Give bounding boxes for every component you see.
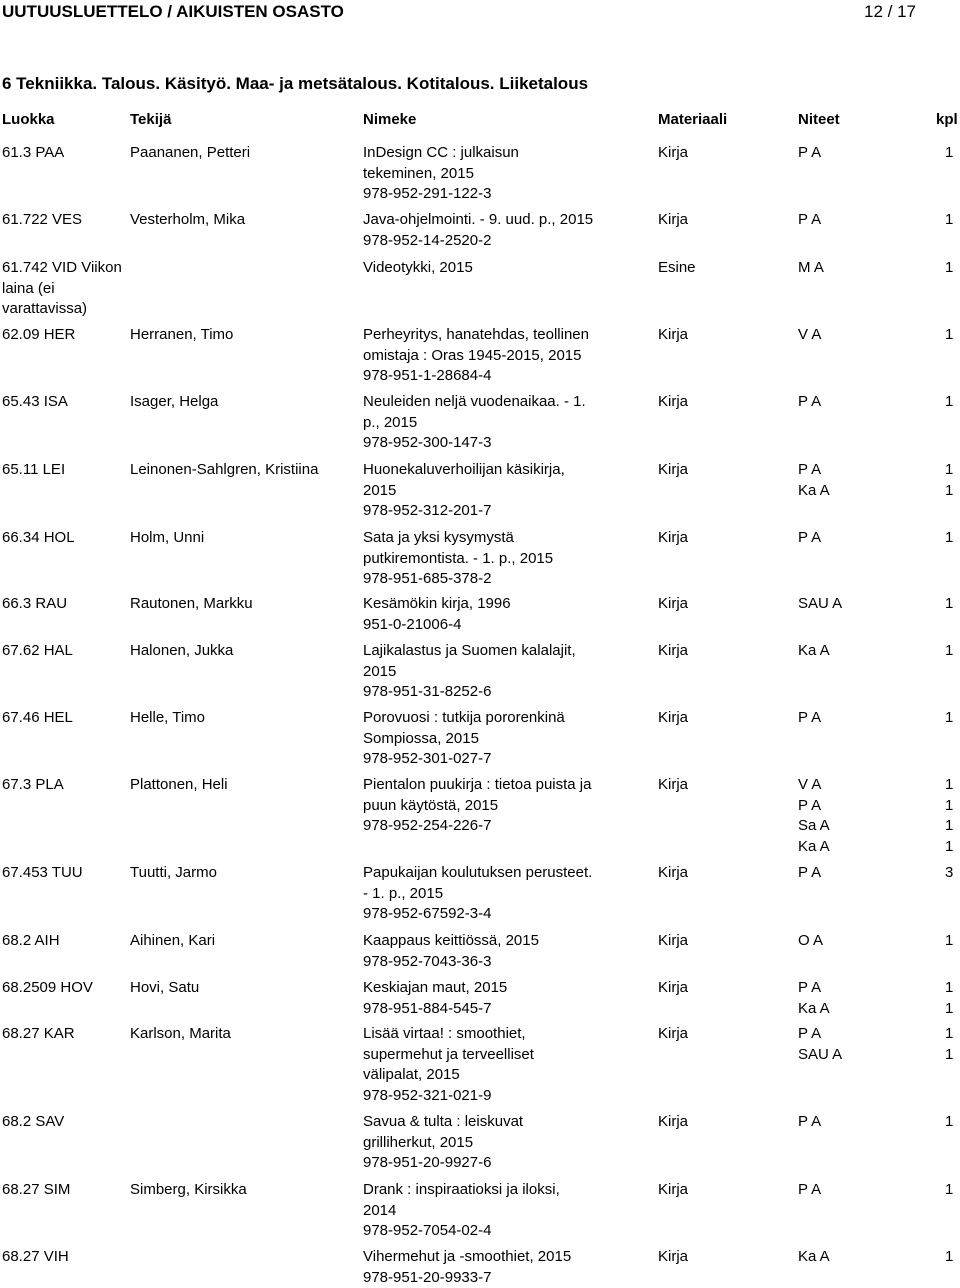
count-block	[945, 258, 960, 279]
title-line: - 1. p., 2015	[363, 884, 635, 905]
title-block	[363, 210, 635, 251]
count-block	[945, 1247, 960, 1268]
author: Leinonen-Sahlgren, Kristiina	[130, 460, 355, 481]
title-line: 978-952-312-201-7	[363, 501, 635, 522]
copy-location: P A	[798, 460, 888, 481]
copies-block	[798, 1180, 888, 1201]
copy-count: 1	[945, 999, 960, 1020]
copy-location: P A	[798, 528, 888, 549]
author: Paananen, Petteri	[130, 143, 355, 164]
copies-block	[798, 708, 888, 729]
author: Hovi, Satu	[130, 978, 355, 999]
title-line: InDesign CC : julkaisun	[363, 143, 635, 164]
copy-count: 1	[945, 708, 960, 729]
title-line: supermehut ja terveelliset	[363, 1045, 635, 1066]
column-header-tekija: Tekijä	[130, 111, 171, 128]
material: Kirja	[658, 1180, 758, 1201]
copies-block	[798, 258, 888, 279]
title-line: Papukaijan koulutuksen perusteet.	[363, 863, 635, 884]
copy-count: 1	[945, 210, 960, 231]
copy-count: 1	[945, 931, 960, 952]
copies-block	[798, 1247, 888, 1268]
copy-count: 1	[945, 641, 960, 662]
title-line: Java-ohjelmointi. - 9. uud. p., 2015	[363, 210, 635, 231]
title-line: 951-0-21006-4	[363, 615, 635, 636]
count-block	[945, 528, 960, 549]
class-code: 68.2509 HOV	[2, 978, 122, 999]
title-line: Pientalon puukirja : tietoa puista ja	[363, 775, 635, 796]
copy-count: 1	[945, 143, 960, 164]
title-block	[363, 325, 635, 387]
author: Plattonen, Heli	[130, 775, 355, 796]
copy-location: P A	[798, 1180, 888, 1201]
class-code: 68.27 KAR	[2, 1024, 122, 1045]
copy-location: P A	[798, 210, 888, 231]
author: Aihinen, Kari	[130, 931, 355, 952]
section-title: 6 Tekniikka. Talous. Käsityö. Maa- ja metsätalous. Kotitalous. Liiketalous	[2, 74, 588, 94]
count-block	[945, 325, 960, 346]
class-code: 61.742 VID Viikon laina (ei varattavissa)	[2, 258, 122, 320]
title-line: p., 2015	[363, 413, 635, 434]
class-code: 68.27 SIM	[2, 1180, 122, 1201]
material: Kirja	[658, 1247, 758, 1268]
title-line: 978-951-31-8252-6	[363, 682, 635, 703]
copy-location: Ka A	[798, 481, 888, 502]
copies-block	[798, 1112, 888, 1133]
copy-count: 1	[945, 392, 960, 413]
title-line: 978-952-300-147-3	[363, 433, 635, 454]
title-line: Perheyritys, hanatehdas, teollinen	[363, 325, 635, 346]
title-line: Kesämökin kirja, 1996	[363, 594, 635, 615]
copy-location: P A	[798, 143, 888, 164]
author: Helle, Timo	[130, 708, 355, 729]
copy-count: 1	[945, 528, 960, 549]
copy-location: SAU A	[798, 1045, 888, 1066]
copy-location: SAU A	[798, 594, 888, 615]
title-line: Keskiajan maut, 2015	[363, 978, 635, 999]
material: Kirja	[658, 210, 758, 231]
title-line: Kaappaus keittiössä, 2015	[363, 931, 635, 952]
title-block	[363, 978, 635, 1019]
count-block	[945, 708, 960, 729]
material: Kirja	[658, 775, 758, 796]
material: Kirja	[658, 1024, 758, 1045]
copy-location: P A	[798, 978, 888, 999]
class-code: 65.43 ISA	[2, 392, 122, 413]
class-code: 67.453 TUU	[2, 863, 122, 884]
title-block	[363, 392, 635, 454]
copy-count: 1	[945, 481, 960, 502]
title-block	[363, 258, 635, 279]
title-line: Huonekaluverhoilijan käsikirja,	[363, 460, 635, 481]
count-block	[945, 392, 960, 413]
author: Isager, Helga	[130, 392, 355, 413]
title-line: 978-951-20-9927-6	[363, 1153, 635, 1174]
copy-count: 1	[945, 816, 960, 837]
copy-location: P A	[798, 796, 888, 817]
class-code: 67.62 HAL	[2, 641, 122, 662]
class-code: 66.34 HOL	[2, 528, 122, 549]
copy-location: Sa A	[798, 816, 888, 837]
copy-count: 1	[945, 1180, 960, 1201]
class-code: 62.09 HER	[2, 325, 122, 346]
title-line: 2015	[363, 481, 635, 502]
count-block	[945, 641, 960, 662]
title-line: 978-952-254-226-7	[363, 816, 635, 837]
title-block	[363, 1024, 635, 1106]
copies-block	[798, 931, 888, 952]
title-line: Sata ja yksi kysymystä	[363, 528, 635, 549]
title-line: 2015	[363, 662, 635, 683]
title-line: 978-952-7054-02-4	[363, 1221, 635, 1242]
title-line: välipalat, 2015	[363, 1065, 635, 1086]
title-block	[363, 775, 635, 837]
copy-location: V A	[798, 775, 888, 796]
count-block	[945, 594, 960, 615]
title-line: puun käytöstä, 2015	[363, 796, 635, 817]
author: Halonen, Jukka	[130, 641, 355, 662]
title-line: Lisää virtaa! : smoothiet,	[363, 1024, 635, 1045]
copies-block	[798, 1024, 888, 1065]
title-line: Lajikalastus ja Suomen kalalajit,	[363, 641, 635, 662]
title-line: 978-952-14-2520-2	[363, 231, 635, 252]
column-header-kpl: kpl	[936, 111, 958, 128]
copy-count: 1	[945, 258, 960, 279]
copy-location: P A	[798, 1024, 888, 1045]
copies-block	[798, 978, 888, 1019]
count-block	[945, 1112, 960, 1133]
title-line: Neuleiden neljä vuodenaikaa. - 1.	[363, 392, 635, 413]
class-code: 67.3 PLA	[2, 775, 122, 796]
copy-count: 1	[945, 775, 960, 796]
copy-location: Ka A	[798, 999, 888, 1020]
title-line: Videotykki, 2015	[363, 258, 635, 279]
material: Kirja	[658, 528, 758, 549]
author: Simberg, Kirsikka	[130, 1180, 355, 1201]
copy-location: Ka A	[798, 837, 888, 858]
count-block	[945, 460, 960, 501]
title-line: 978-951-884-545-7	[363, 999, 635, 1020]
title-line: Sompiossa, 2015	[363, 729, 635, 750]
column-header-luokka: Luokka	[2, 111, 55, 128]
material: Kirja	[658, 708, 758, 729]
class-code: 68.27 VIH	[2, 1247, 122, 1268]
copy-location: Ka A	[798, 1247, 888, 1268]
copy-count: 1	[945, 325, 960, 346]
title-line: 2014	[363, 1201, 635, 1222]
copy-location: O A	[798, 931, 888, 952]
copy-count: 1	[945, 594, 960, 615]
title-line: 978-952-291-122-3	[363, 184, 635, 205]
material: Kirja	[658, 143, 758, 164]
material: Kirja	[658, 392, 758, 413]
class-code: 65.11 LEI	[2, 460, 122, 481]
copy-location: P A	[798, 1112, 888, 1133]
title-block	[363, 143, 635, 205]
title-block	[363, 863, 635, 925]
title-line: tekeminen, 2015	[363, 164, 635, 185]
column-header-niteet: Niteet	[798, 111, 840, 128]
count-block	[945, 143, 960, 164]
material: Kirja	[658, 931, 758, 952]
copy-location: M A	[798, 258, 888, 279]
title-line: Vihermehut ja -smoothiet, 2015	[363, 1247, 635, 1268]
copy-count: 1	[945, 796, 960, 817]
copy-location: P A	[798, 392, 888, 413]
title-line: grilliherkut, 2015	[363, 1133, 635, 1154]
copies-block	[798, 528, 888, 549]
column-header-materiaali: Materiaali	[658, 111, 727, 128]
page-number: 12 / 17	[864, 2, 916, 22]
count-block	[945, 775, 960, 857]
copy-count: 1	[945, 1045, 960, 1066]
copy-count: 1	[945, 1112, 960, 1133]
title-block	[363, 460, 635, 522]
title-block	[363, 528, 635, 590]
copy-count: 1	[945, 1247, 960, 1268]
material: Kirja	[658, 978, 758, 999]
copy-count: 1	[945, 1024, 960, 1045]
copies-block	[798, 325, 888, 346]
copies-block	[798, 863, 888, 884]
class-code: 61.722 VES	[2, 210, 122, 231]
title-line: 978-952-301-027-7	[363, 749, 635, 770]
count-block	[945, 978, 960, 1019]
document-title: UUTUUSLUETTELO / AIKUISTEN OSASTO	[2, 2, 344, 22]
count-block	[945, 210, 960, 231]
title-block	[363, 1112, 635, 1174]
count-block	[945, 931, 960, 952]
title-line: omistaja : Oras 1945-2015, 2015	[363, 346, 635, 367]
copies-block	[798, 594, 888, 615]
class-code: 68.2 AIH	[2, 931, 122, 952]
class-code: 68.2 SAV	[2, 1112, 122, 1133]
title-line: 978-951-1-28684-4	[363, 366, 635, 387]
copy-count: 1	[945, 460, 960, 481]
count-block	[945, 1024, 960, 1065]
count-block	[945, 1180, 960, 1201]
copies-block	[798, 392, 888, 413]
title-line: 978-951-20-9933-7	[363, 1268, 635, 1288]
title-block	[363, 641, 635, 703]
material: Kirja	[658, 460, 758, 481]
copies-block	[798, 210, 888, 231]
title-line: putkiremontista. - 1. p., 2015	[363, 549, 635, 570]
title-line: Savua & tulta : leiskuvat	[363, 1112, 635, 1133]
copies-block	[798, 775, 888, 857]
material: Kirja	[658, 863, 758, 884]
material: Esine	[658, 258, 758, 279]
title-block	[363, 1247, 635, 1288]
material: Kirja	[658, 594, 758, 615]
class-code: 67.46 HEL	[2, 708, 122, 729]
author: Herranen, Timo	[130, 325, 355, 346]
title-line: Drank : inspiraatioksi ja iloksi,	[363, 1180, 635, 1201]
copies-block	[798, 143, 888, 164]
title-line: 978-951-685-378-2	[363, 569, 635, 590]
title-block	[363, 708, 635, 770]
material: Kirja	[658, 1112, 758, 1133]
copy-location: Ka A	[798, 641, 888, 662]
title-block	[363, 594, 635, 635]
title-line: 978-952-7043-36-3	[363, 952, 635, 973]
material: Kirja	[658, 641, 758, 662]
author: Vesterholm, Mika	[130, 210, 355, 231]
title-line: 978-952-67592-3-4	[363, 904, 635, 925]
title-line: 978-952-321-021-9	[363, 1086, 635, 1107]
author: Rautonen, Markku	[130, 594, 355, 615]
copy-count: 3	[945, 863, 960, 884]
column-header-nimeke: Nimeke	[363, 111, 416, 128]
copy-location: P A	[798, 708, 888, 729]
copy-count: 1	[945, 837, 960, 858]
author: Karlson, Marita	[130, 1024, 355, 1045]
class-code: 66.3 RAU	[2, 594, 122, 615]
author: Tuutti, Jarmo	[130, 863, 355, 884]
copies-block	[798, 460, 888, 501]
title-block	[363, 1180, 635, 1242]
material: Kirja	[658, 325, 758, 346]
title-line: Porovuosi : tutkija pororenkinä	[363, 708, 635, 729]
title-block	[363, 931, 635, 972]
copies-block	[798, 641, 888, 662]
class-code: 61.3 PAA	[2, 143, 122, 164]
copy-count: 1	[945, 978, 960, 999]
copy-location: V A	[798, 325, 888, 346]
author: Holm, Unni	[130, 528, 355, 549]
count-block	[945, 863, 960, 884]
copy-location: P A	[798, 863, 888, 884]
